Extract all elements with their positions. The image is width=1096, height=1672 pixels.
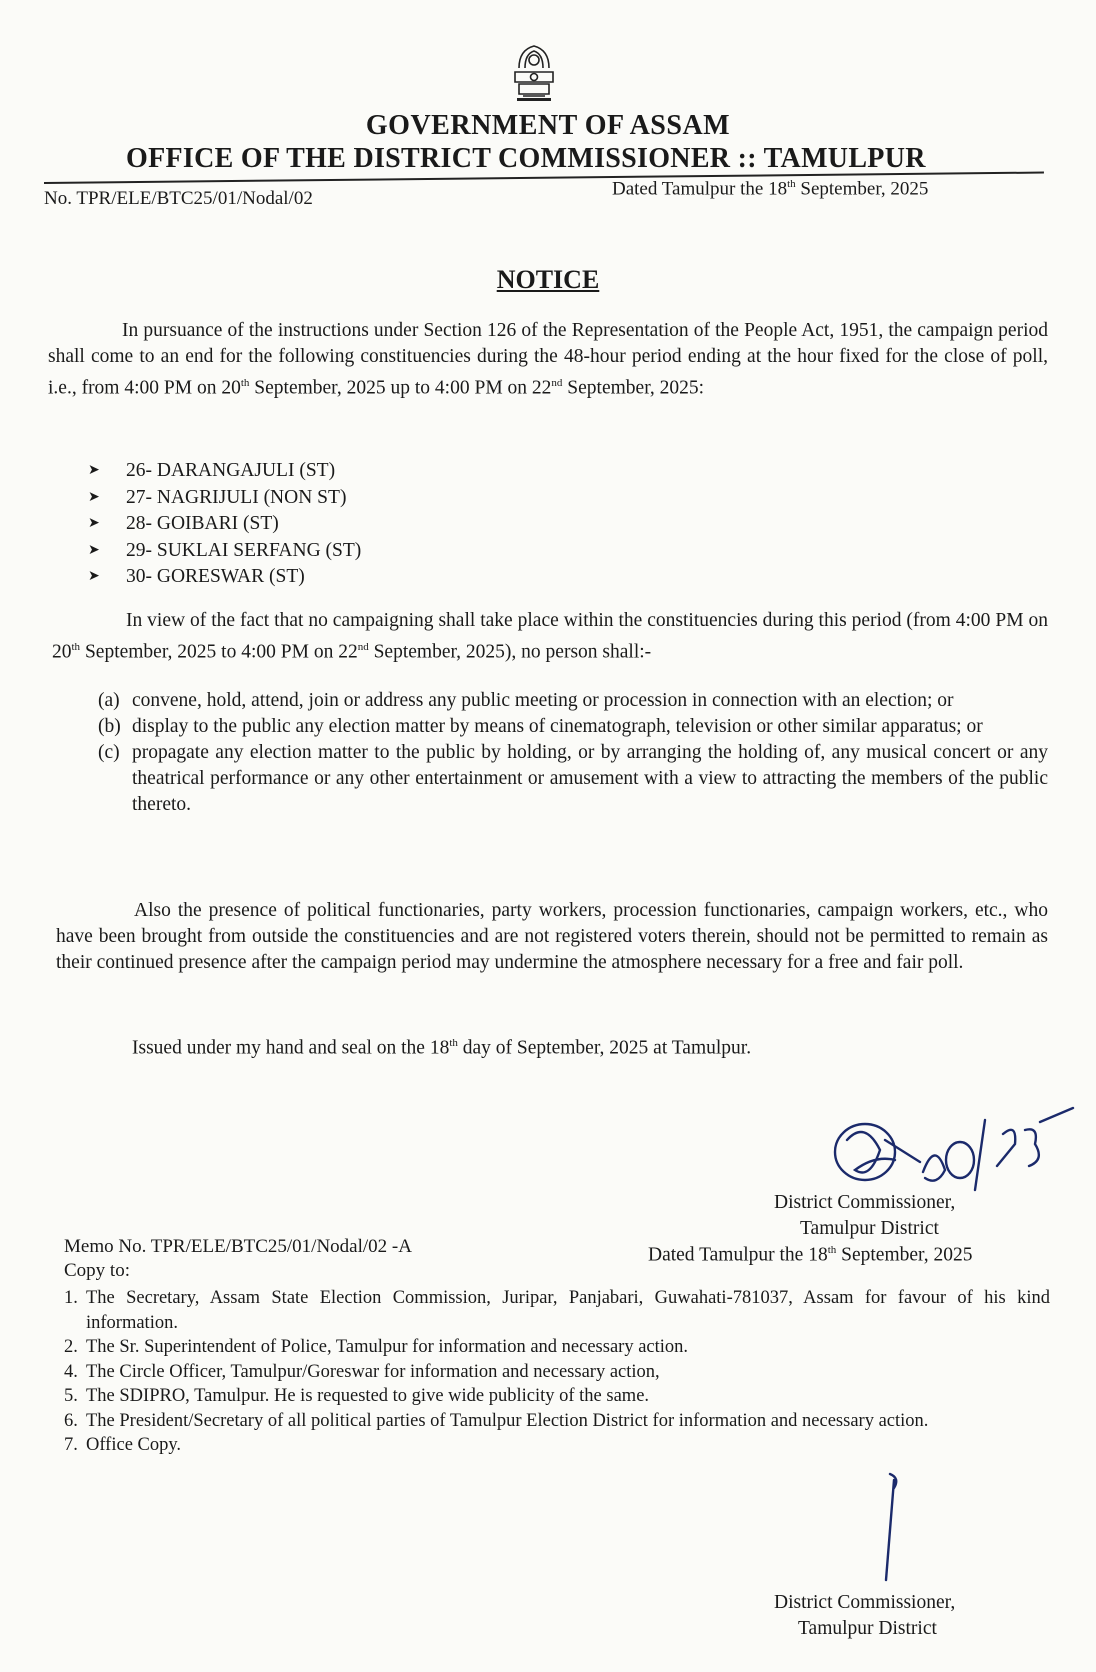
signatory-block-2: [774, 1590, 955, 1642]
government-heading: GOVERNMENT OF ASSAM: [365, 110, 731, 141]
list-item: 7. Office Copy.: [64, 1435, 182, 1455]
list-item: ➤ 29- SUKLAI SERFANG (ST): [88, 538, 361, 565]
reference-number: No. TPR/ELE/BTC25/01/Nodal/02: [44, 188, 313, 209]
arrow-bullet-icon: ➤: [88, 542, 100, 558]
distribution-list: [64, 1286, 1050, 1458]
issued-statement: Issued under my hand and seal on the 18th day of September, 2025 at Tamulpur.: [132, 1037, 752, 1059]
list-item: ➤ 28- GOIBARI (ST): [88, 511, 361, 538]
clause-item: (b) display to the public any election matter by means of cinematograph, television or other similar apparatus; or: [98, 716, 983, 737]
arrow-bullet-icon: ➤: [88, 489, 100, 505]
signatory-title: District Commissioner,: [774, 1192, 956, 1213]
signatory-block: [774, 1190, 955, 1242]
issue-date: Dated Tamulpur the 18th September, 2025: [612, 178, 929, 200]
signatory-district: Tamulpur District: [800, 1218, 939, 1239]
notice-title: NOTICE: [496, 265, 600, 294]
constituency-list: [88, 458, 361, 591]
prohibition-clauses: [98, 688, 1048, 818]
list-item: 1. The Secretary, Assam State Election Commission, Juripar, Panjabari, Guwahati-781037, Assam for favour of his kind information.: [64, 1288, 1050, 1333]
clause-item: (c) propagate any election matter to the public by holding, or by arranging the holding of, any musical concert or any theatrical performance or any other entertainment or amusement with a view to attracting the members of the public thereto.: [98, 742, 1048, 815]
clause-item: (a) convene, hold, attend, join or address any public meeting or procession in connection with an election; or: [98, 690, 954, 711]
functionaries-paragraph: Also the presence of political functionaries, party workers, procession functionaries, campaign workers, etc., who have been brought from outside the constituencies and are not registered voters therein, should not be permitted to remain as their continued presence after the campaign period may undermine the atmosphere necessary for a free and fair poll.: [56, 900, 1048, 973]
state-emblem-icon: [505, 38, 563, 112]
list-item: 5. The SDIPRO, Tamulpur. He is requested to give wide publicity of the same.: [64, 1386, 650, 1406]
intro-paragraph: In pursuance of the instructions under Section 126 of the Representation of the People Act, 1951, the campaign period shall come to an end for the following constituencies during the 48-hour period ending at the hour fixed for the close of poll, i.e., from 4:00 PM on 20th September, 2025 up to 4:00 PM on 22nd September, 2025:: [48, 320, 1048, 399]
list-item: ➤ 27- NAGRIJULI (NON ST): [88, 485, 361, 512]
copy-to-label: Copy to:: [64, 1260, 130, 1281]
list-item: ➤ 30- GORESWAR (ST): [88, 564, 361, 591]
list-item: 2. The Sr. Superintendent of Police, Tamulpur for information and necessary action.: [64, 1337, 689, 1357]
arrow-bullet-icon: ➤: [88, 569, 100, 584]
signatory-district: Tamulpur District: [798, 1618, 937, 1639]
memo-number: Memo No. TPR/ELE/BTC25/01/Nodal/02 -A: [64, 1236, 412, 1257]
arrow-bullet-icon: ➤: [88, 463, 100, 478]
restriction-paragraph: In view of the fact that no campaigning shall take place within the constituencies during this period (from 4:00 PM on 20th September, 2025 to 4:00 PM on 22nd September, 2025), no person shall:-: [52, 610, 1048, 663]
memo-date: Dated Tamulpur the 18th September, 2025: [648, 1244, 973, 1266]
list-item: 4. The Circle Officer, Tamulpur/Goreswar for information and necessary action,: [64, 1361, 660, 1382]
signatory-title: District Commissioner,: [774, 1592, 956, 1613]
list-item: 6. The President/Secretary of all political parties of Tamulpur Election District for information and necessary action.: [64, 1410, 929, 1431]
arrow-bullet-icon: ➤: [88, 516, 100, 531]
list-item: ➤ 26- DARANGAJULI (ST): [88, 458, 361, 485]
office-heading: OFFICE OF THE DISTRICT COMMISSIONER :: TAMULPUR: [126, 143, 926, 174]
initial-signature: [860, 1468, 920, 1588]
